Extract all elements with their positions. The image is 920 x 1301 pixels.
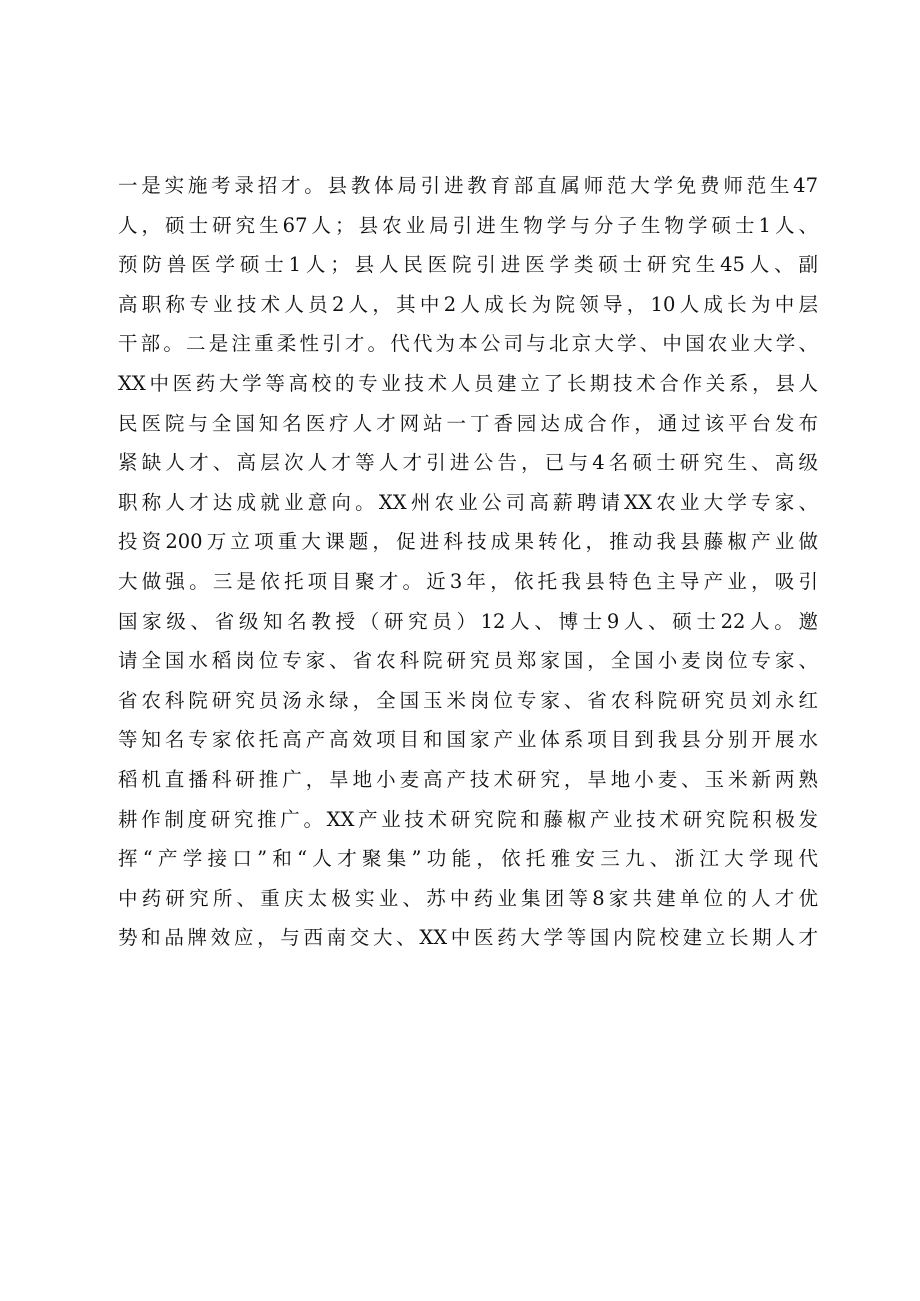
text-line: 人，硕士研究生67人；县农业局引进生物学与分子生物学硕士1人、 xyxy=(118,213,818,237)
text-line: 中药研究所、重庆太极实业、苏中药业集团等8家共建单位的人才优 xyxy=(118,886,818,910)
text-line: 民医院与全国知名医疗人才网站一丁香园达成合作，通过该平台发布 xyxy=(118,411,818,435)
text-line: 预防兽医学硕士1人；县人民医院引进医学类硕士研究生45人、副 xyxy=(118,253,818,277)
text-line: 紧缺人才、高层次人才等人才引进公告，已与4名硕士研究生、高级 xyxy=(118,451,818,475)
text-line: 请全国水稻岗位专家、省农科院研究员郑家国，全国小麦岗位专家、 xyxy=(118,649,818,673)
text-line: 一是实施考录招才。县教体局引进教育部直属师范大学免费师范生47 xyxy=(118,174,818,197)
text-line: XX中医药大学等高校的专业技术人员建立了长期技术合作关系，县人 xyxy=(118,371,818,395)
text-line: 省农科院研究员汤永绿，全国玉米岗位专家、省农科院研究员刘永红 xyxy=(118,688,818,712)
text-line: 职称人才达成就业意向。XX州农业公司高薪聘请XX农业大学专家、 xyxy=(118,490,818,514)
text-line: 干部。二是注重柔性引才。代代为本公司与北京大学、中国农业大学、 xyxy=(118,332,818,356)
text-line: 势和品牌效应，与西南交大、XX中医药大学等国内院校建立长期人才 xyxy=(118,926,818,950)
text-line: 高职称专业技术人员2人，其中2人成长为院领导，10人成长为中层 xyxy=(118,292,818,316)
text-line: 国家级、省级知名教授（研究员）12人、博士9人、硕士22人。邀 xyxy=(118,609,818,633)
text-line: 大做强。三是依托项目聚才。近3年，依托我县特色主导产业，吸引 xyxy=(118,569,818,593)
text-line: 等知名专家依托高产高效项目和国家产业体系项目到我县分别开展水 xyxy=(118,728,818,752)
text-line: 稻机直播科研推广，旱地小麦高产技术研究，旱地小麦、玉米新两熟 xyxy=(118,767,818,791)
text-line: 挥“产学接口”和“人才聚集”功能，依托雅安三九、浙江大学现代 xyxy=(118,847,818,871)
body-paragraph xyxy=(118,166,818,958)
text-line: 耕作制度研究推广。XX产业技术研究院和藤椒产业技术研究院积极发 xyxy=(118,807,818,831)
text-line: 投资200万立项重大课题，促进科技成果转化，推动我县藤椒产业做 xyxy=(118,530,818,554)
